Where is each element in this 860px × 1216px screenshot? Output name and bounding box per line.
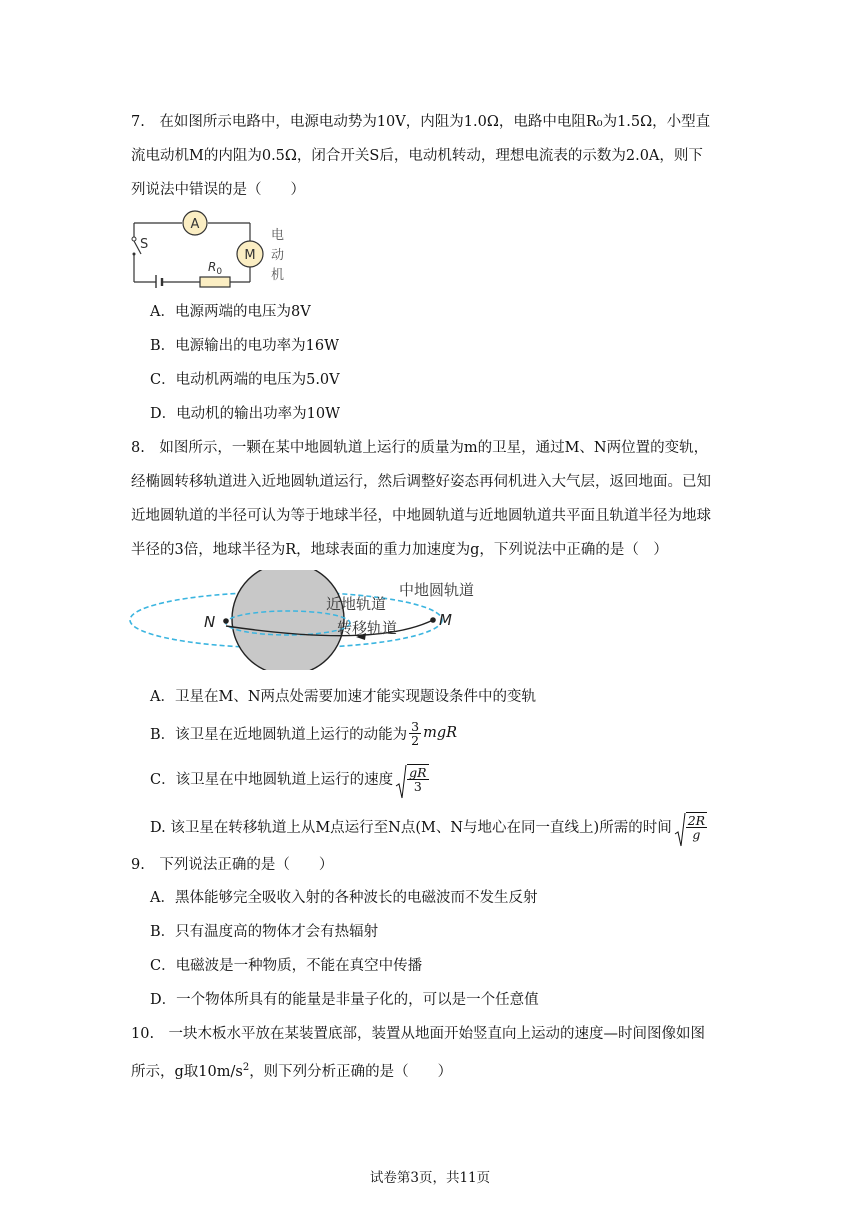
q8-stem-line1: 8. 如图所示，一颗在某中地圆轨道上运行的质量为m的卫星，通过M、N两位置的变轨， — [131, 440, 709, 456]
q8-stem-line2: 经椭圆转移轨道进入近地圆轨道运行，然后调整好姿态再伺机进入大气层，返回地面。已知 — [131, 474, 711, 490]
earth-circle — [232, 570, 344, 670]
q7-stem-line1: 7. 在如图所示电路中，电源电动势为10V，内阻为1.0Ω，电路中电阻R₀为1.5Ω，小型直 — [131, 114, 711, 130]
q8-option-b-fraction — [409, 720, 421, 747]
q8-stem-line4: 半径的3倍，地球半径为R，地球表面的重力加速度为g，下列说法中正确的是（ ） — [131, 542, 668, 558]
q8-option-b-expr: mgR — [423, 725, 458, 741]
q8-option-b-text: B．该卫星在近地圆轨道上运行的动能为 — [150, 726, 408, 743]
q9-option-c: C．电磁波是一种物质，不能在真空中传播 — [150, 958, 423, 974]
point-n-label: N — [204, 613, 216, 631]
q8-option-b — [150, 715, 457, 751]
sqrt-numerator: 2R — [687, 812, 706, 828]
q8-option-a: A．卫星在M、N两点处需要加速才能实现题设条件中的变轨 — [150, 689, 537, 705]
q7-stem-line2: 流电动机M的内阻为0.5Ω，闭合开关S后，电动机转动，理想电流表的示数为2.0A，则下 — [131, 148, 703, 164]
q8-option-d — [150, 806, 707, 846]
point-m-label: M — [439, 611, 452, 629]
q8-option-c-text: C．该卫星在中地圆轨道上运行的速度 — [150, 771, 394, 788]
q7-stem-line3: 列说法中错误的是（ ） — [131, 182, 305, 198]
fraction-denominator: 2 — [411, 732, 420, 748]
q10-stem-line1: 10. 一块木板水平放在某装置底部，装置从地面开始竖直向上运动的速度—时间图像如图 — [131, 1026, 706, 1042]
q7-option-c: C．电动机两端的电压为5.0V — [150, 372, 340, 388]
q7-option-d: D．电动机的输出功率为10W — [150, 406, 340, 422]
resistor-label: $R_0$ — [208, 260, 223, 277]
motor-text-char3: 机 — [271, 268, 285, 283]
q9-option-a: A．黑体能够完全吸收入射的各种波长的电磁波而不发生反射 — [150, 890, 538, 906]
sqrt-symbol-icon — [674, 812, 686, 848]
motor-symbol-label: M — [244, 248, 256, 263]
sqrt-symbol-icon — [395, 764, 407, 800]
motor-text-char2: 动 — [271, 248, 285, 263]
q9-option-b: B．只有温度高的物体才会有热辐射 — [150, 924, 379, 940]
q7-option-b: B．电源输出的电功率为16W — [150, 338, 340, 354]
page-footer: 试卷第3页，共11页 — [369, 1170, 491, 1186]
sqrt-denominator: g — [692, 826, 701, 842]
q8-option-c — [150, 758, 429, 798]
ammeter-label: A — [190, 217, 200, 232]
q10-stem-line2: 所示，g取$10m/s^2$，则下列分析正确的是（ ） — [131, 1062, 453, 1080]
q7-option-a: A．电源两端的电压为8V — [150, 304, 311, 320]
q8-stem-line3: 近地圆轨道的半径可认为等于地球半径，中地圆轨道与近地圆轨道共平面且轨道半径为地球 — [131, 508, 711, 524]
fraction-numerator: 3 — [411, 718, 420, 734]
q9-option-d: D．一个物体所具有的能量是非量子化的，可以是一个任意值 — [150, 992, 539, 1008]
sqrt-numerator: gR — [409, 764, 427, 780]
q9-stem: 9. 下列说法正确的是（ ） — [131, 857, 334, 873]
q8-orbit-diagram — [126, 570, 506, 670]
exponent: 2 — [242, 1062, 250, 1073]
transfer-orbit-label: 转移轨道 — [337, 619, 398, 637]
q8-option-d-text: D. 该卫星在转移轨道上从M点运行至N点(M、N与地心在同一直线上)所需的时间 — [150, 819, 672, 836]
mid-orbit-label: 中地圆轨道 — [399, 581, 475, 599]
q7-circuit-diagram — [124, 208, 294, 288]
sqrt-denominator: 3 — [413, 778, 422, 794]
near-orbit-label: 近地轨道 — [326, 595, 387, 613]
switch-label: S — [140, 237, 149, 252]
q8-option-c-sqrt — [395, 764, 428, 793]
q8-option-d-sqrt — [674, 812, 707, 841]
motor-text-char1: 电 — [271, 228, 285, 243]
